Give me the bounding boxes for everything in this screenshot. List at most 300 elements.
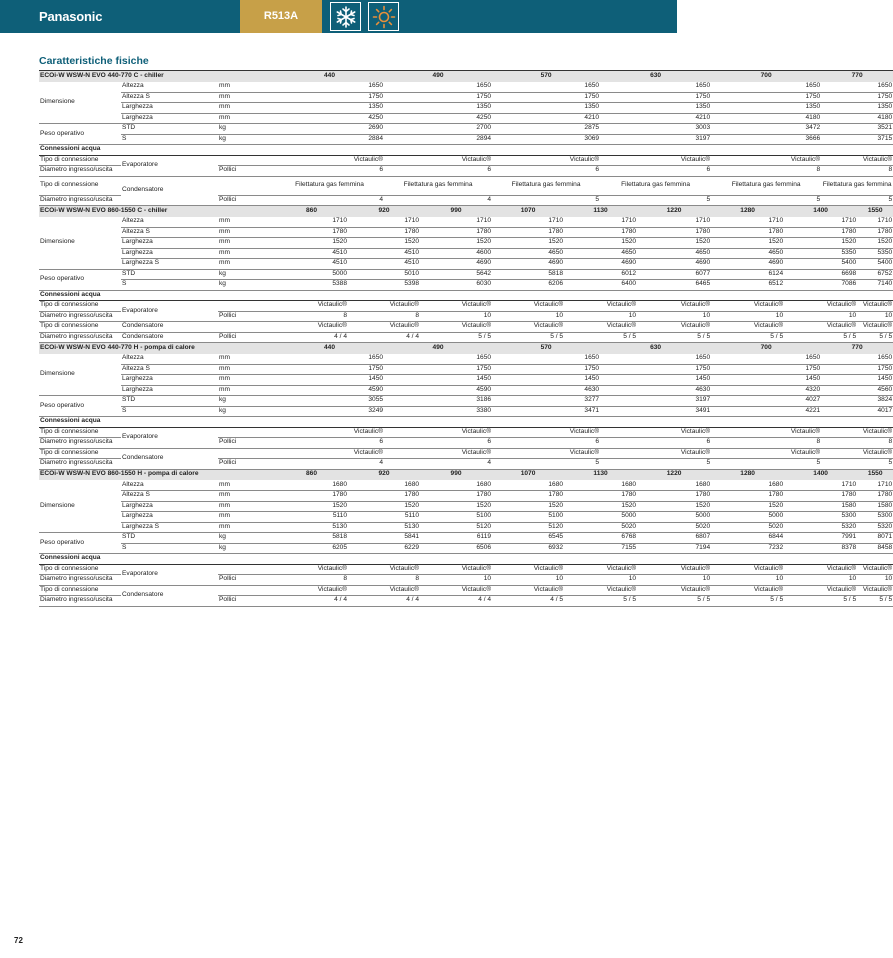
value-cell: 1710 bbox=[492, 217, 564, 228]
row-label: Altezza bbox=[121, 82, 218, 93]
value-cell: 1520 bbox=[711, 501, 784, 512]
value-cell: 5 bbox=[711, 459, 821, 470]
value-cell: Victaulic® bbox=[784, 322, 857, 333]
value-cell: 5120 bbox=[420, 522, 492, 533]
model-column-header: 1070 bbox=[492, 206, 564, 217]
value-cell: 10 bbox=[492, 311, 564, 322]
value-cell: 5400 bbox=[857, 259, 893, 270]
row-label: Tipo di connessione bbox=[39, 155, 121, 166]
component-label: Evaporatore bbox=[121, 564, 218, 585]
value-cell: 6 bbox=[384, 438, 492, 449]
value-cell: 4 / 4 bbox=[275, 332, 348, 343]
value-cell: 5 bbox=[600, 459, 711, 470]
table-row bbox=[39, 113, 893, 124]
value-cell: 1780 bbox=[564, 491, 637, 502]
value-cell: 7194 bbox=[637, 543, 711, 554]
value-cell: 10 bbox=[637, 311, 711, 322]
value-cell: 6698 bbox=[784, 269, 857, 280]
value-cell: 7155 bbox=[564, 543, 637, 554]
value-cell: Victaulic® bbox=[348, 301, 420, 312]
snowflake-icon bbox=[330, 2, 361, 31]
value-cell: Victaulic® bbox=[564, 585, 637, 596]
value-cell: Victaulic® bbox=[600, 448, 711, 459]
unit-label: kg bbox=[218, 533, 275, 544]
model-column-header: 770 bbox=[821, 71, 893, 82]
value-cell: 1650 bbox=[821, 82, 893, 93]
value-cell: 4590 bbox=[275, 385, 384, 396]
value-cell: 10 bbox=[492, 575, 564, 586]
value-cell: 5320 bbox=[857, 522, 893, 533]
unit-label: mm bbox=[218, 238, 275, 249]
value-cell: Filettatura gas femmina bbox=[821, 176, 893, 195]
value-cell: Victaulic® bbox=[275, 448, 384, 459]
value-cell: 10 bbox=[637, 575, 711, 586]
value-cell: 4180 bbox=[821, 113, 893, 124]
value-cell: Victaulic® bbox=[275, 564, 348, 575]
table-row bbox=[39, 512, 893, 523]
value-cell: 3003 bbox=[600, 124, 711, 135]
value-cell: 5 bbox=[821, 459, 893, 470]
value-cell: 1710 bbox=[637, 217, 711, 228]
unit-label: Pollici bbox=[218, 195, 275, 206]
model-tab: R513A bbox=[240, 0, 322, 33]
value-cell: 4690 bbox=[564, 259, 637, 270]
value-cell: 1750 bbox=[275, 364, 384, 375]
value-cell: 6506 bbox=[420, 543, 492, 554]
header-bar bbox=[0, 0, 677, 33]
model-column-header: 1280 bbox=[711, 206, 784, 217]
value-cell: 1680 bbox=[637, 480, 711, 491]
value-cell: 1650 bbox=[384, 82, 492, 93]
value-cell: 1450 bbox=[384, 375, 492, 386]
table-row bbox=[39, 396, 893, 407]
row-label: Tipo di connessione bbox=[39, 564, 121, 575]
value-cell: 1350 bbox=[492, 103, 600, 114]
table-row bbox=[39, 176, 893, 195]
table-row bbox=[39, 82, 893, 93]
value-cell: 1650 bbox=[492, 82, 600, 93]
value-cell: 6 bbox=[492, 166, 600, 177]
value-cell: 1350 bbox=[711, 103, 821, 114]
value-cell: Victaulic® bbox=[492, 448, 600, 459]
value-cell: 10 bbox=[564, 311, 637, 322]
section-title: ECOi-W WSW-N EVO 860-1550 C - chiller bbox=[39, 206, 275, 217]
value-cell: 3472 bbox=[711, 124, 821, 135]
value-cell: 5 / 5 bbox=[564, 332, 637, 343]
value-cell: Victaulic® bbox=[857, 585, 893, 596]
value-cell: 3277 bbox=[492, 396, 600, 407]
value-cell: 5100 bbox=[420, 512, 492, 523]
section-header-row bbox=[39, 469, 893, 480]
row-label: Altezza bbox=[121, 480, 218, 491]
value-cell: Victaulic® bbox=[420, 301, 492, 312]
table-row bbox=[39, 103, 893, 114]
value-cell: 8458 bbox=[857, 543, 893, 554]
row-label: S bbox=[121, 406, 218, 417]
value-cell: 1780 bbox=[275, 227, 348, 238]
value-cell: 8 bbox=[348, 575, 420, 586]
value-cell: 4017 bbox=[821, 406, 893, 417]
value-cell: 1450 bbox=[821, 375, 893, 386]
table-row bbox=[39, 491, 893, 502]
value-cell: Victaulic® bbox=[711, 322, 784, 333]
value-cell: Victaulic® bbox=[600, 155, 711, 166]
value-cell: 8 bbox=[348, 311, 420, 322]
component-label: Condensatore bbox=[121, 332, 218, 343]
value-cell: 6932 bbox=[492, 543, 564, 554]
value-cell: 4 / 4 bbox=[420, 596, 492, 607]
value-cell: 6 bbox=[384, 166, 492, 177]
value-cell: 1650 bbox=[492, 354, 600, 365]
value-cell: Filettatura gas femmina bbox=[275, 176, 384, 195]
unit-label bbox=[218, 176, 275, 195]
value-cell: Victaulic® bbox=[637, 585, 711, 596]
row-label: Altezza S bbox=[121, 364, 218, 375]
unit-label bbox=[218, 585, 275, 596]
model-column-header: 700 bbox=[711, 343, 821, 354]
row-label: Larghezza bbox=[121, 375, 218, 386]
table-row bbox=[39, 543, 893, 554]
value-cell: 5300 bbox=[784, 512, 857, 523]
value-cell: 10 bbox=[420, 311, 492, 322]
row-label: Larghezza bbox=[121, 501, 218, 512]
value-cell: 1750 bbox=[821, 92, 893, 103]
value-cell: 4210 bbox=[600, 113, 711, 124]
value-cell: 1680 bbox=[711, 480, 784, 491]
unit-label: mm bbox=[218, 491, 275, 502]
unit-label bbox=[218, 427, 275, 438]
row-label: Diametro ingresso/uscita bbox=[39, 166, 121, 177]
unit-label: mm bbox=[218, 248, 275, 259]
component-label: Evaporatore bbox=[121, 155, 218, 176]
value-cell: 4690 bbox=[637, 259, 711, 270]
row-label: Diametro ingresso/uscita bbox=[39, 195, 121, 206]
value-cell: Victaulic® bbox=[420, 585, 492, 596]
unit-label: mm bbox=[218, 385, 275, 396]
table-row bbox=[39, 501, 893, 512]
value-cell: 5020 bbox=[564, 522, 637, 533]
value-cell: 8 bbox=[821, 166, 893, 177]
value-cell: Victaulic® bbox=[384, 155, 492, 166]
table-row bbox=[39, 375, 893, 386]
table-row bbox=[39, 92, 893, 103]
row-label: Tipo di connessione bbox=[39, 448, 121, 459]
table-row bbox=[39, 301, 893, 312]
section-header-row bbox=[39, 71, 893, 82]
value-cell: 1750 bbox=[821, 364, 893, 375]
value-cell: Victaulic® bbox=[564, 322, 637, 333]
value-cell: Victaulic® bbox=[821, 155, 893, 166]
value-cell: Victaulic® bbox=[348, 585, 420, 596]
value-cell: 1680 bbox=[420, 480, 492, 491]
value-cell: 8 bbox=[711, 438, 821, 449]
value-cell: 1780 bbox=[857, 227, 893, 238]
value-cell: 4180 bbox=[711, 113, 821, 124]
value-cell: 6768 bbox=[564, 533, 637, 544]
value-cell: 5 / 5 bbox=[784, 596, 857, 607]
value-cell: 1650 bbox=[275, 354, 384, 365]
value-cell: Victaulic® bbox=[600, 427, 711, 438]
value-cell: 6465 bbox=[637, 280, 711, 291]
value-cell: 4 / 4 bbox=[348, 332, 420, 343]
value-cell: 1520 bbox=[784, 238, 857, 249]
value-cell: 6545 bbox=[492, 533, 564, 544]
value-cell: 1650 bbox=[600, 354, 711, 365]
value-cell: 1780 bbox=[711, 491, 784, 502]
value-cell: Victaulic® bbox=[784, 564, 857, 575]
unit-label: Pollici bbox=[218, 596, 275, 607]
table-row bbox=[39, 332, 893, 343]
component-label: Condensatore bbox=[121, 585, 218, 606]
value-cell: 1710 bbox=[784, 217, 857, 228]
model-column-header: 1400 bbox=[784, 469, 857, 480]
value-cell: Victaulic® bbox=[492, 585, 564, 596]
value-cell: 1780 bbox=[784, 227, 857, 238]
value-cell: 4 bbox=[384, 459, 492, 470]
value-cell: 6512 bbox=[711, 280, 784, 291]
value-cell: 1750 bbox=[600, 364, 711, 375]
value-cell: 6752 bbox=[857, 269, 893, 280]
group-label: Peso operativo bbox=[39, 533, 121, 554]
value-cell: 1710 bbox=[857, 217, 893, 228]
value-cell: 5120 bbox=[492, 522, 564, 533]
value-cell: 1350 bbox=[821, 103, 893, 114]
water-connections-title: Connessioni acqua bbox=[39, 290, 893, 301]
value-cell: 4250 bbox=[384, 113, 492, 124]
value-cell: 3197 bbox=[600, 134, 711, 145]
row-label: S bbox=[121, 134, 218, 145]
unit-label: mm bbox=[218, 354, 275, 365]
value-cell: 3186 bbox=[384, 396, 492, 407]
value-cell: 1580 bbox=[857, 501, 893, 512]
value-cell: Victaulic® bbox=[420, 564, 492, 575]
specs-table bbox=[39, 70, 893, 607]
value-cell: 1680 bbox=[275, 480, 348, 491]
unit-label bbox=[218, 322, 275, 333]
row-label: Larghezza bbox=[121, 113, 218, 124]
unit-label: mm bbox=[218, 501, 275, 512]
model-column-header: 990 bbox=[420, 469, 492, 480]
value-cell: 1780 bbox=[784, 491, 857, 502]
value-cell: 6124 bbox=[711, 269, 784, 280]
value-cell: 4 / 5 bbox=[492, 596, 564, 607]
value-cell: 7140 bbox=[857, 280, 893, 291]
value-cell: 10 bbox=[784, 311, 857, 322]
value-cell: 4690 bbox=[492, 259, 564, 270]
value-cell: Victaulic® bbox=[275, 301, 348, 312]
table-row bbox=[39, 124, 893, 135]
section-title: ECOi-W WSW-N EVO 860-1550 H - pompa di calore bbox=[39, 469, 275, 480]
value-cell: 1650 bbox=[384, 354, 492, 365]
row-label: Tipo di connessione bbox=[39, 585, 121, 596]
value-cell: 5000 bbox=[275, 269, 348, 280]
row-label: Tipo di connessione bbox=[39, 301, 121, 312]
value-cell: 1650 bbox=[711, 82, 821, 93]
value-cell: Victaulic® bbox=[857, 301, 893, 312]
table-row bbox=[39, 364, 893, 375]
value-cell: 1750 bbox=[492, 364, 600, 375]
value-cell: 6119 bbox=[420, 533, 492, 544]
unit-label: kg bbox=[218, 406, 275, 417]
value-cell: 1780 bbox=[275, 491, 348, 502]
water-connections-row bbox=[39, 290, 893, 301]
value-cell: Victaulic® bbox=[857, 564, 893, 575]
unit-label: mm bbox=[218, 227, 275, 238]
value-cell: 1710 bbox=[857, 480, 893, 491]
row-label: Larghezza S bbox=[121, 259, 218, 270]
value-cell: 8 bbox=[711, 166, 821, 177]
unit-label: kg bbox=[218, 124, 275, 135]
unit-label: Pollici bbox=[218, 311, 275, 322]
value-cell: Filettatura gas femmina bbox=[600, 176, 711, 195]
value-cell: 1520 bbox=[637, 501, 711, 512]
table-row bbox=[39, 238, 893, 249]
value-cell: 5818 bbox=[492, 269, 564, 280]
value-cell: 1520 bbox=[492, 501, 564, 512]
value-cell: 5 / 5 bbox=[711, 332, 784, 343]
value-cell: 1710 bbox=[564, 217, 637, 228]
value-cell: 1780 bbox=[637, 227, 711, 238]
value-cell: 1710 bbox=[711, 217, 784, 228]
row-label: Larghezza S bbox=[121, 522, 218, 533]
table-row bbox=[39, 322, 893, 333]
value-cell: 5818 bbox=[275, 533, 348, 544]
group-label: Peso operativo bbox=[39, 124, 121, 145]
value-cell: 5 / 5 bbox=[420, 332, 492, 343]
value-cell: 1580 bbox=[784, 501, 857, 512]
value-cell: Victaulic® bbox=[492, 301, 564, 312]
value-cell: 6077 bbox=[637, 269, 711, 280]
value-cell: Victaulic® bbox=[711, 585, 784, 596]
value-cell: Victaulic® bbox=[637, 564, 711, 575]
value-cell: 5 / 5 bbox=[857, 332, 893, 343]
value-cell: 3521 bbox=[821, 124, 893, 135]
value-cell: 6205 bbox=[275, 543, 348, 554]
value-cell: 1780 bbox=[637, 491, 711, 502]
value-cell: 1750 bbox=[600, 92, 711, 103]
table-row bbox=[39, 269, 893, 280]
unit-label bbox=[218, 155, 275, 166]
model-column-header: 570 bbox=[492, 71, 600, 82]
value-cell: 1350 bbox=[600, 103, 711, 114]
water-connections-title: Connessioni acqua bbox=[39, 145, 893, 156]
value-cell: 1780 bbox=[711, 227, 784, 238]
value-cell: 3471 bbox=[492, 406, 600, 417]
model-column-header: 1550 bbox=[857, 469, 893, 480]
value-cell: 6030 bbox=[420, 280, 492, 291]
value-cell: 4650 bbox=[711, 248, 784, 259]
value-cell: 5 bbox=[600, 195, 711, 206]
value-cell: Victaulic® bbox=[384, 427, 492, 438]
value-cell: 1750 bbox=[492, 92, 600, 103]
table-row bbox=[39, 155, 893, 166]
unit-label: mm bbox=[218, 103, 275, 114]
row-label: STD bbox=[121, 396, 218, 407]
value-cell: 10 bbox=[564, 575, 637, 586]
value-cell: 1650 bbox=[821, 354, 893, 365]
row-label: Altezza S bbox=[121, 491, 218, 502]
value-cell: 1650 bbox=[275, 82, 384, 93]
value-cell: Victaulic® bbox=[711, 155, 821, 166]
table-row bbox=[39, 480, 893, 491]
model-column-header: 1220 bbox=[637, 469, 711, 480]
model-column-header: 860 bbox=[275, 469, 348, 480]
value-cell: 4510 bbox=[348, 248, 420, 259]
value-cell: 1680 bbox=[492, 480, 564, 491]
value-cell: 5398 bbox=[348, 280, 420, 291]
value-cell: 1780 bbox=[348, 491, 420, 502]
value-cell: Victaulic® bbox=[348, 564, 420, 575]
value-cell: 5 bbox=[711, 195, 821, 206]
value-cell: 5350 bbox=[857, 248, 893, 259]
value-cell: 4650 bbox=[637, 248, 711, 259]
value-cell: 4 bbox=[275, 459, 384, 470]
row-label: Diametro ingresso/uscita bbox=[39, 438, 121, 449]
value-cell: 5841 bbox=[348, 533, 420, 544]
model-column-header: 920 bbox=[348, 469, 420, 480]
unit-label: mm bbox=[218, 512, 275, 523]
value-cell: Victaulic® bbox=[711, 427, 821, 438]
table-row bbox=[39, 385, 893, 396]
value-cell: Victaulic® bbox=[711, 448, 821, 459]
sun-icon bbox=[368, 2, 399, 31]
component-label: Evaporatore bbox=[121, 301, 218, 322]
value-cell: 6229 bbox=[348, 543, 420, 554]
page-number: 72 bbox=[14, 936, 23, 945]
unit-label: Pollici bbox=[218, 166, 275, 177]
unit-label: Pollici bbox=[218, 459, 275, 470]
unit-label: kg bbox=[218, 134, 275, 145]
model-column-header: 1220 bbox=[637, 206, 711, 217]
value-cell: 1680 bbox=[348, 480, 420, 491]
model-column-header: 440 bbox=[275, 343, 384, 354]
row-label: Larghezza bbox=[121, 512, 218, 523]
value-cell: 3824 bbox=[821, 396, 893, 407]
value-cell: 4690 bbox=[711, 259, 784, 270]
value-cell: 1710 bbox=[348, 217, 420, 228]
row-label: Diametro ingresso/uscita bbox=[39, 311, 121, 322]
water-connections-row bbox=[39, 554, 893, 565]
row-label: STD bbox=[121, 124, 218, 135]
row-label: Tipo di connessione bbox=[39, 176, 121, 195]
water-connections-row bbox=[39, 145, 893, 156]
table-row bbox=[39, 585, 893, 596]
table-row bbox=[39, 406, 893, 417]
value-cell: 1520 bbox=[564, 238, 637, 249]
value-cell: 3666 bbox=[711, 134, 821, 145]
row-label: S bbox=[121, 543, 218, 554]
value-cell: 1650 bbox=[600, 82, 711, 93]
value-cell: 1520 bbox=[420, 238, 492, 249]
value-cell: 4510 bbox=[275, 259, 348, 270]
table-row bbox=[39, 564, 893, 575]
value-cell: 7232 bbox=[711, 543, 784, 554]
value-cell: 1750 bbox=[711, 92, 821, 103]
model-column-header: 1280 bbox=[711, 469, 784, 480]
model-column-header: 990 bbox=[420, 206, 492, 217]
value-cell: 1520 bbox=[564, 501, 637, 512]
value-cell: 4650 bbox=[492, 248, 564, 259]
model-column-header: 630 bbox=[600, 71, 711, 82]
unit-label: kg bbox=[218, 280, 275, 291]
model-column-header: 770 bbox=[821, 343, 893, 354]
value-cell: 1520 bbox=[348, 238, 420, 249]
value-cell: 7086 bbox=[784, 280, 857, 291]
value-cell: 6 bbox=[275, 166, 384, 177]
value-cell: 8 bbox=[275, 311, 348, 322]
value-cell: Victaulic® bbox=[492, 322, 564, 333]
value-cell: 1520 bbox=[420, 501, 492, 512]
